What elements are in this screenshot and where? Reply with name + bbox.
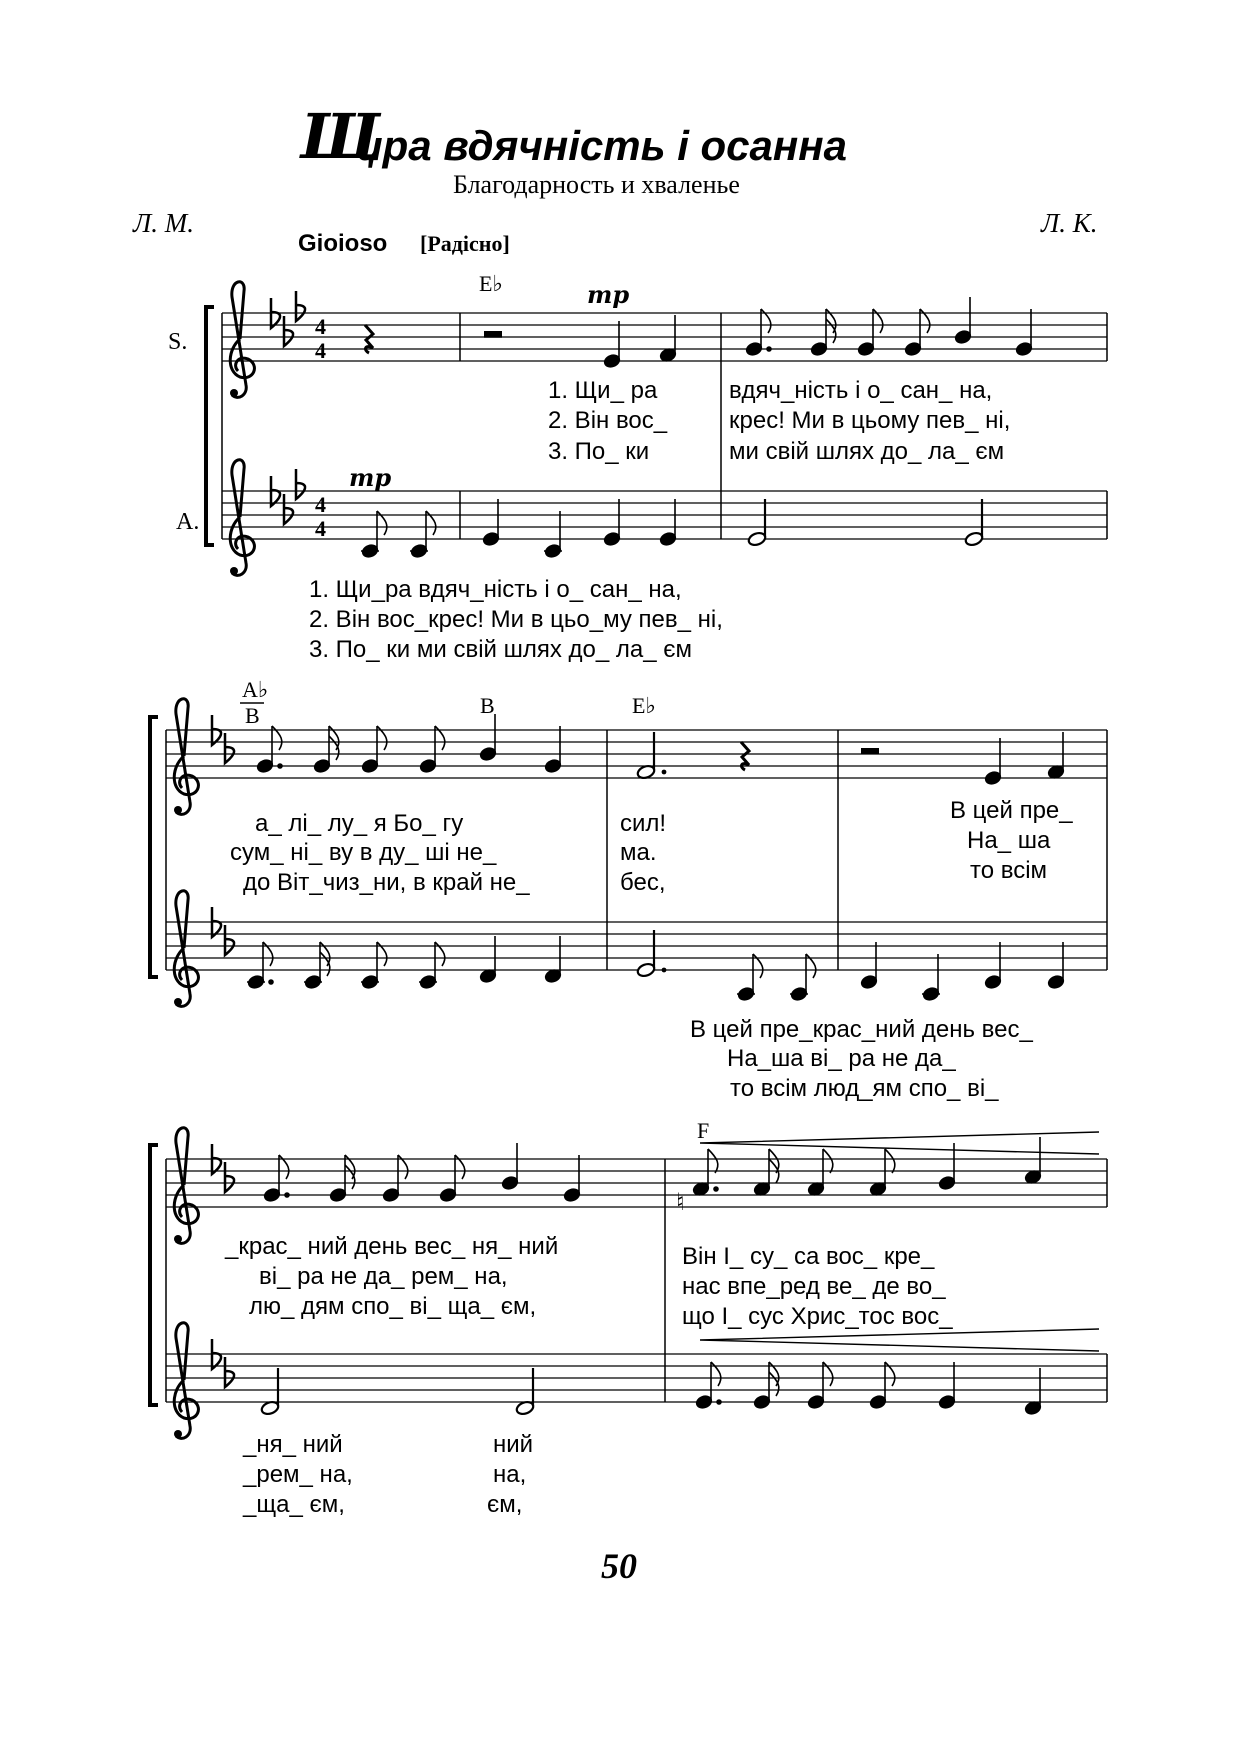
svg-text:1. Щи_ ра: 1. Щи_ ра	[548, 377, 658, 404]
tempo-marking: Gioioso	[298, 230, 388, 257]
svg-text:4: 4	[315, 314, 326, 339]
svg-text:що І_ сус Хрис_тос вос_: що І_ сус Хрис_тос вос_	[682, 1303, 953, 1330]
svg-text:_ща_ єм,: _ща_ єм,	[243, 1491, 345, 1518]
svg-text:4: 4	[315, 516, 326, 541]
svg-text:то всім: то всім	[970, 857, 1048, 884]
lyrics-soprano-s1	[548, 377, 1010, 465]
composer-credit: Л. К.	[1041, 208, 1098, 238]
svg-text:бес,: бес,	[620, 869, 666, 896]
svg-text:2. Він вос_крес! Ми в цьо_му п: 2. Він вос_крес! Ми в цьо_му пев_ ні,	[309, 606, 723, 633]
svg-text:4: 4	[315, 338, 326, 363]
page-number: 50	[601, 1546, 637, 1586]
svg-text:B: B	[245, 703, 260, 728]
svg-text:1. Щи_ра вдяч_ність і о_ сан_: 1. Щи_ра вдяч_ність і о_ сан_ на,	[309, 576, 682, 603]
lyrics-alto-s3-end	[487, 1431, 533, 1518]
chord-1: E♭	[479, 271, 503, 296]
song-title: ира вдячність і осанна	[357, 122, 847, 169]
lyrics-soprano-s3	[224, 1233, 953, 1330]
lyrics-alto-s1	[309, 576, 723, 663]
system-3	[150, 1118, 1107, 1518]
svg-text:3. По_ ки: 3. По_ ки	[548, 438, 650, 465]
svg-text:сил!: сил!	[620, 810, 667, 837]
part-label-soprano: S.	[168, 329, 188, 355]
svg-text:крес! Ми в цьому пев_ ні,: крес! Ми в цьому пев_ ні,	[729, 407, 1011, 434]
system-2	[150, 677, 1107, 1102]
svg-text:сум_ ні_ ву в ду_ ші не_: сум_ ні_ ву в ду_ ші не_	[230, 839, 497, 866]
svg-text:ві_ ра не да_ рем_ на,: ві_ ра не да_ рем_ на,	[259, 1263, 508, 1290]
svg-text:2. Він вос_: 2. Він вос_	[548, 407, 668, 434]
svg-text:A♭: A♭	[242, 677, 269, 702]
lyrics-soprano-s2	[230, 797, 1073, 896]
svg-text:а_ лі_ лу_ я Бо_ гу: а_ лі_ лу_ я Бо_ гу	[255, 810, 464, 837]
dynamic-mp-2: mp	[349, 463, 392, 492]
svg-text:3. По_ ки ми свій шлях до_ ла_: 3. По_ ки ми свій шлях до_ ла_ єм	[309, 636, 693, 663]
lyrics-alto-s2	[690, 1016, 1033, 1102]
system-1	[168, 271, 1107, 663]
svg-text:B: B	[480, 693, 495, 718]
svg-text:нас впе_ред ве_ де во_: нас впе_ред ве_ де во_	[682, 1273, 946, 1300]
svg-text:_рем_ на,: _рем_ на,	[243, 1461, 353, 1488]
svg-text:В цей пре_: В цей пре_	[950, 797, 1073, 824]
time-signature	[315, 314, 326, 541]
svg-text:ма.: ма.	[620, 839, 657, 866]
lyrics-alto-s3	[242, 1431, 353, 1518]
song-title-initial: Щ	[300, 100, 381, 173]
svg-text:ми свій шлях до_ ла_ єм: ми свій шлях до_ ла_ єм	[729, 438, 1005, 465]
svg-text:лю_ дям спо_ ві_ ща_ єм,: лю_ дям спо_ ві_ ща_ єм,	[249, 1293, 537, 1320]
svg-text:вдяч_ність і о_ сан_ на,: вдяч_ність і о_ сан_ на,	[729, 377, 993, 404]
part-label-alto: A.	[176, 509, 200, 535]
svg-text:Він І_ су_ са вос_ кре_: Він І_ су_ са вос_ кре_	[682, 1243, 935, 1270]
tempo-translation: [Радісно]	[420, 231, 510, 256]
svg-text:E♭: E♭	[632, 693, 656, 718]
svg-text:На_ ша: На_ ша	[967, 827, 1051, 854]
dynamic-mp-1: mp	[587, 280, 630, 309]
staff-alto-1	[222, 491, 1107, 539]
chords-s2	[240, 677, 656, 728]
svg-text:на,: на,	[493, 1461, 527, 1488]
chord-6: F	[697, 1118, 710, 1143]
svg-text:На_ша ві_ ра не да_: На_ша ві_ ра не да_	[727, 1045, 956, 1072]
svg-text:В цей пре_крас_ний день вес_: В цей пре_крас_ний день вес_	[690, 1016, 1033, 1043]
svg-text:до Віт_чиз_ни, в край не_: до Віт_чиз_ни, в край не_	[243, 869, 530, 896]
svg-text:4: 4	[315, 492, 326, 517]
lyricist-credit: Л. М.	[133, 208, 195, 238]
svg-text:ний: ний	[493, 1431, 534, 1458]
natural-icon: ♮	[676, 1188, 685, 1216]
song-subtitle: Благодарность и хваленье	[453, 170, 740, 199]
svg-text:то всім люд_ям спо_ ві_: то всім люд_ям спо_ ві_	[730, 1075, 999, 1102]
svg-text:_ня_ ний: _ня_ ний	[243, 1431, 343, 1458]
svg-text:єм,: єм,	[487, 1491, 523, 1518]
svg-text:_крас_ ний день вес_ ня_ ний: _крас_ ний день вес_ ня_ ний	[225, 1233, 559, 1260]
